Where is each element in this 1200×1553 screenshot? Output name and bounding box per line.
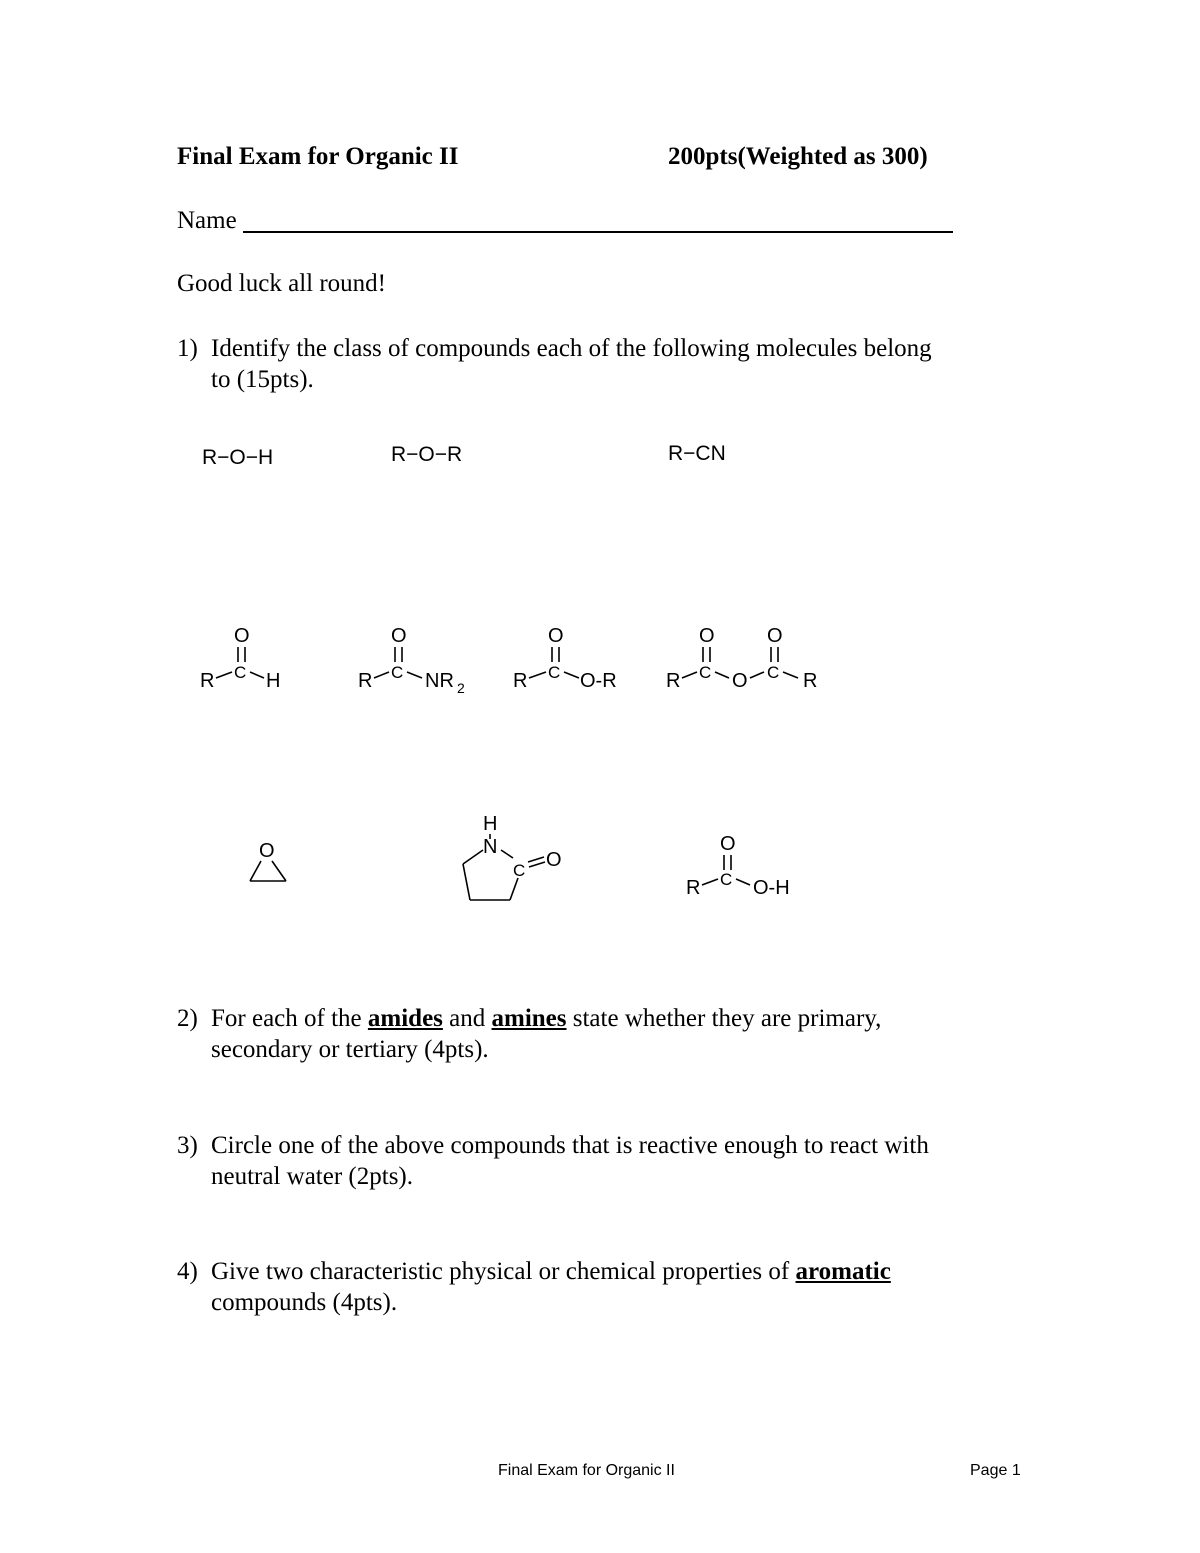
question-number: 2) — [177, 1005, 198, 1032]
atom-n: N — [483, 836, 498, 858]
atom-or: O-R — [580, 670, 617, 692]
page-number: Page 1 — [970, 1462, 1021, 1479]
ester-structure — [505, 620, 635, 700]
question-3 — [177, 1130, 198, 1161]
atom-o: O — [699, 625, 715, 647]
text-segment: and — [442, 1005, 492, 1032]
atom-r: R — [358, 670, 373, 692]
question-number: 3) — [177, 1132, 198, 1159]
question-2 — [177, 1003, 198, 1034]
question-3-text — [211, 1130, 929, 1192]
lactam-structure — [455, 808, 575, 913]
term-amines: amines — [491, 1005, 567, 1032]
atom-o: O — [732, 670, 748, 692]
text-segment: state whether they are primary, — [566, 1005, 882, 1032]
question-line — [211, 1256, 891, 1287]
amide-structure — [350, 620, 490, 700]
atom-c: C — [513, 861, 526, 880]
atom-r: R — [200, 670, 215, 692]
atom-o: O — [720, 833, 736, 855]
atom-o: O — [548, 625, 564, 647]
atom-o: O — [391, 625, 407, 647]
atom-c: C — [391, 663, 404, 682]
name-label: Name — [177, 207, 237, 234]
atom-c: C — [234, 663, 247, 682]
atom-h: H — [266, 670, 281, 692]
greeting: Good luck all round! — [177, 270, 386, 297]
ether-structure: R−O−R — [391, 443, 463, 466]
question-line: Circle one of the above compounds that is reactive enough to react with — [211, 1132, 929, 1159]
carboxylic-acid-structure — [678, 828, 818, 903]
atom-o: O — [767, 625, 783, 647]
exam-points: 200pts(Weighted as 300) — [668, 143, 928, 170]
question-4 — [177, 1256, 198, 1287]
question-line: to (15pts). — [211, 366, 314, 393]
question-line: secondary or tertiary (4pts). — [211, 1036, 489, 1063]
question-number: 4) — [177, 1258, 198, 1285]
text-segment: For each of the — [211, 1005, 368, 1032]
atom-h: H — [483, 813, 498, 835]
atom-c: C — [767, 663, 780, 682]
atom-o: O — [259, 840, 275, 862]
atom-c: C — [548, 663, 561, 682]
epoxide-structure — [240, 835, 300, 890]
term-amides: amides — [367, 1005, 443, 1032]
term-aromatic: aromatic — [795, 1258, 891, 1285]
question-line: Identify the class of compounds each of the following molecules belong — [211, 335, 932, 362]
question-line: neutral water (2pts). — [211, 1163, 414, 1190]
alcohol-structure: R−O−H — [202, 446, 274, 469]
atom-r: R — [803, 670, 818, 692]
atom-oh: O-H — [753, 877, 790, 899]
question-number: 1) — [177, 335, 198, 362]
nitrile-structure: R−CN — [668, 442, 726, 465]
atom-c: C — [699, 663, 712, 682]
question-1 — [177, 333, 198, 364]
name-field[interactable] — [243, 231, 953, 233]
atom-c: C — [720, 870, 733, 889]
question-2-text — [211, 1003, 881, 1065]
text-segment: Give two characteristic physical or chemical properties of — [211, 1258, 796, 1285]
atom-r: R — [666, 670, 681, 692]
subscript-2: 2 — [457, 680, 465, 696]
atom-nr: NR — [425, 670, 454, 692]
question-1-text — [211, 333, 932, 395]
question-line — [211, 1003, 881, 1034]
aldehyde-structure — [190, 620, 300, 700]
question-line: compounds (4pts). — [211, 1289, 398, 1316]
exam-title: Final Exam for Organic II — [177, 143, 459, 170]
atom-o: O — [234, 625, 250, 647]
question-4-text — [211, 1256, 891, 1318]
atom-r: R — [513, 670, 528, 692]
anhydride-structure — [658, 620, 838, 700]
atom-r: R — [686, 877, 701, 899]
atom-o: O — [546, 849, 562, 871]
footer-title: Final Exam for Organic II — [498, 1462, 675, 1479]
